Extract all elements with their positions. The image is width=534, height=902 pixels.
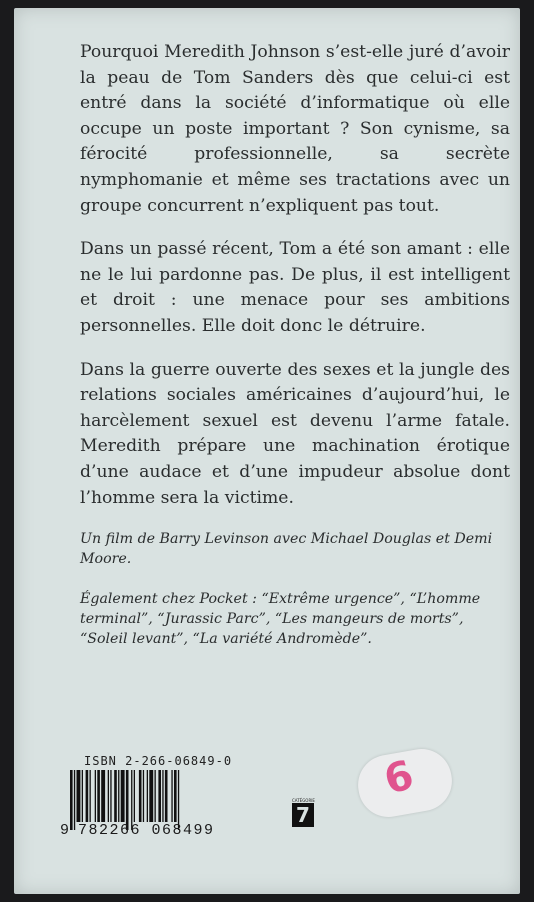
category-badge: [292, 798, 314, 827]
category-number: 7: [296, 803, 310, 827]
blurb-paragraph-2: Dans un passé récent, Tom a été son amant : elle ne le lui pardonne pas. De plus, il est intelligent et droit : une menace pour ses ambitions personnelles. Elle doit donc le détruire.: [80, 239, 510, 336]
price-value: 6: [379, 752, 419, 804]
blurb-paragraph-3: Dans la guerre ouverte des sexes et la jungle des relations sociales américaines d’aujourd’hui, le harcèlement sexuel est devenu l’arme fatale. Meredith prépare une machination érotique d’une audace et d’une impudeur absolue dont l’homme sera la victime.: [80, 359, 510, 508]
ean-lead-digit: 9: [60, 822, 71, 839]
category-box: [292, 803, 314, 827]
blurb-text-block: [80, 40, 510, 669]
ean-digits: 782266 068499: [78, 822, 215, 839]
blurb-paragraph-1: Pourquoi Meredith Johnson s’est-elle juré d’avoir la peau de Tom Sanders dès que celui-ci est entré dans la société d’informatique où elle occupe un poste important ? Son cynisme, sa férocité professionnelle, sa secrète nymphomanie et même ses tractations avec un groupe concurrent n’expliquent pas tout.: [80, 42, 510, 216]
category-label: CATÉGORIE: [292, 798, 315, 803]
isbn-label: ISBN 2-266-06849-0: [84, 754, 233, 768]
barcode-icon: [70, 770, 250, 830]
film-credit: Un film de Barry Levinson avec Michael Douglas et Demi Moore.: [80, 531, 493, 568]
also-available-list: Également chez Pocket : “Extrême urgence”, “L’homme terminal”, “Jurassic Parc”, “Les mangeurs de morts”, “Soleil levant”, “La variété Andromède”.: [80, 591, 481, 648]
